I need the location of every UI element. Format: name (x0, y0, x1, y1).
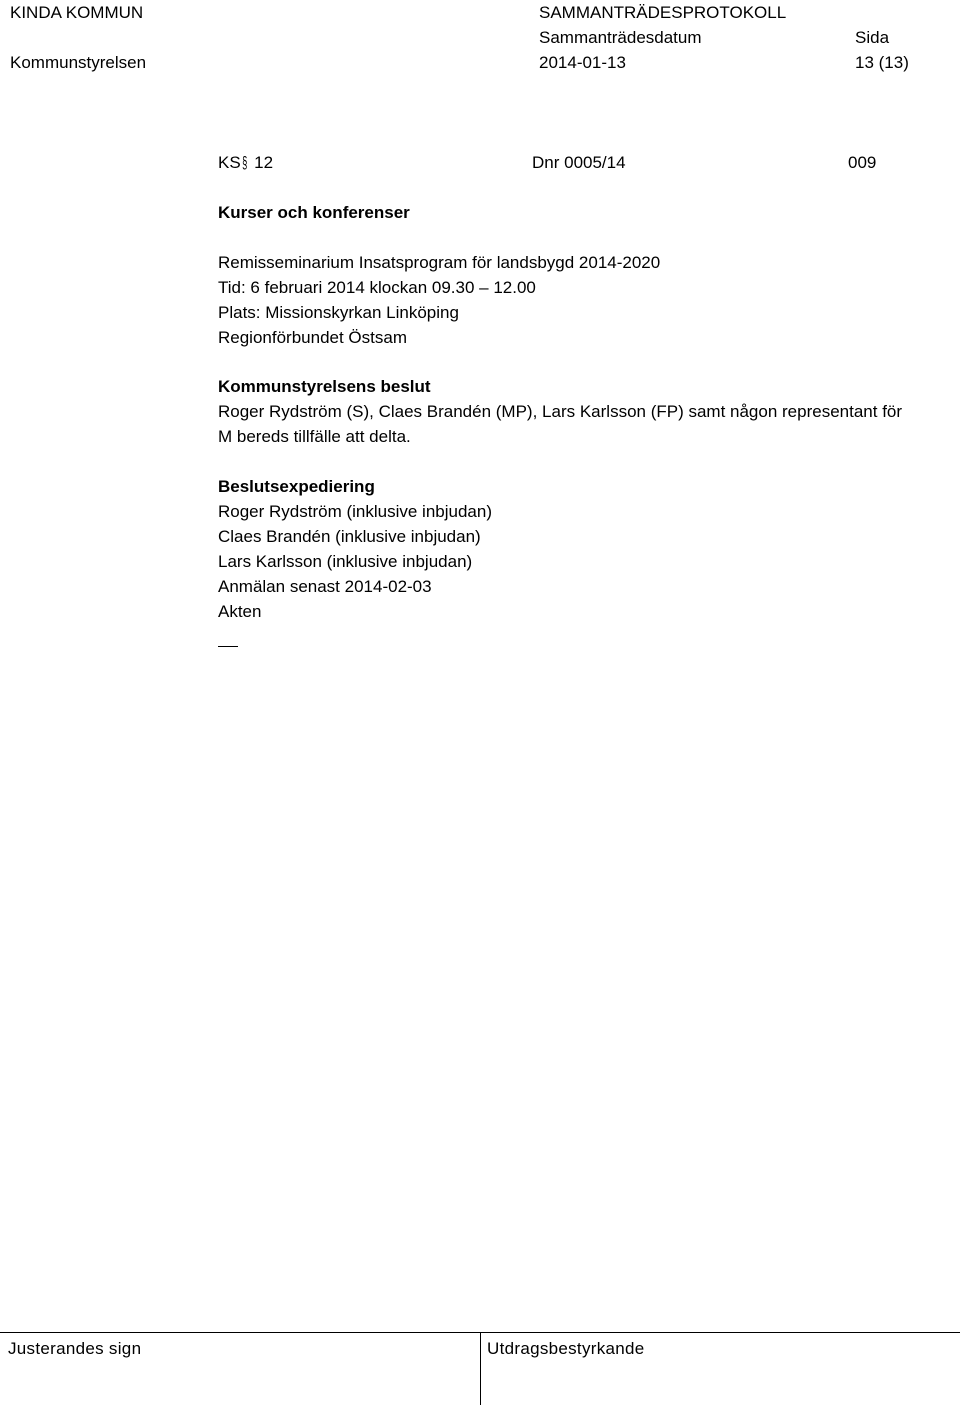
footer-utdragsbestyrkande: Utdragsbestyrkande (487, 1339, 645, 1358)
item-ref (218, 154, 273, 171)
item-code: 009 (848, 153, 877, 172)
signature-footer (0, 1332, 960, 1404)
header-date: 2014-01-13 (539, 53, 626, 72)
header-doc-type: SAMMANTRÄDESPROTOKOLL (539, 3, 787, 22)
footer-justerandes-sign: Justerandes sign (8, 1339, 142, 1358)
dispatch-line: Roger Rydström (inklusive inbjudan) (218, 502, 493, 521)
dispatch-line: Anmälan senast 2014-02-03 (218, 577, 432, 596)
header-org: KINDA KOMMUN (10, 3, 144, 22)
item-ks-prefix: KS (218, 153, 241, 172)
decision-line: M bereds tillfälle att delta. (218, 427, 411, 446)
intro-line: Plats: Missionskyrkan Linköping (218, 303, 459, 322)
dispatch-line: Akten (218, 602, 262, 621)
header-board: Kommunstyrelsen (10, 53, 147, 72)
footer-divider (480, 1333, 481, 1405)
dispatch-line: Lars Karlsson (inklusive inbjudan) (218, 552, 473, 571)
intro-line: Remisseminarium Insatsprogram för landsbygd 2014-2020 (218, 253, 661, 272)
header-date-label: Sammanträdesdatum (539, 28, 702, 47)
decision-line: Roger Rydström (S), Claes Brandén (MP), Lars Karlsson (FP) samt någon representant för (218, 402, 903, 421)
dispatch-heading: Beslutsexpediering (218, 477, 375, 496)
header-page: 13 (13) (855, 53, 909, 72)
intro-line: Regionförbundet Östsam (218, 328, 407, 347)
intro-line: Tid: 6 februari 2014 klockan 09.30 – 12.00 (218, 278, 536, 297)
item-number: 12 (254, 153, 274, 172)
section-symbol: § (241, 153, 248, 172)
item-title: Kurser och konferenser (218, 203, 410, 222)
decision-heading: Kommunstyrelsens beslut (218, 377, 431, 396)
end-rule (218, 646, 238, 647)
item-dnr: Dnr 0005/14 (532, 153, 626, 172)
header-page-label: Sida (855, 28, 890, 47)
dispatch-line: Claes Brandén (inklusive inbjudan) (218, 527, 481, 546)
